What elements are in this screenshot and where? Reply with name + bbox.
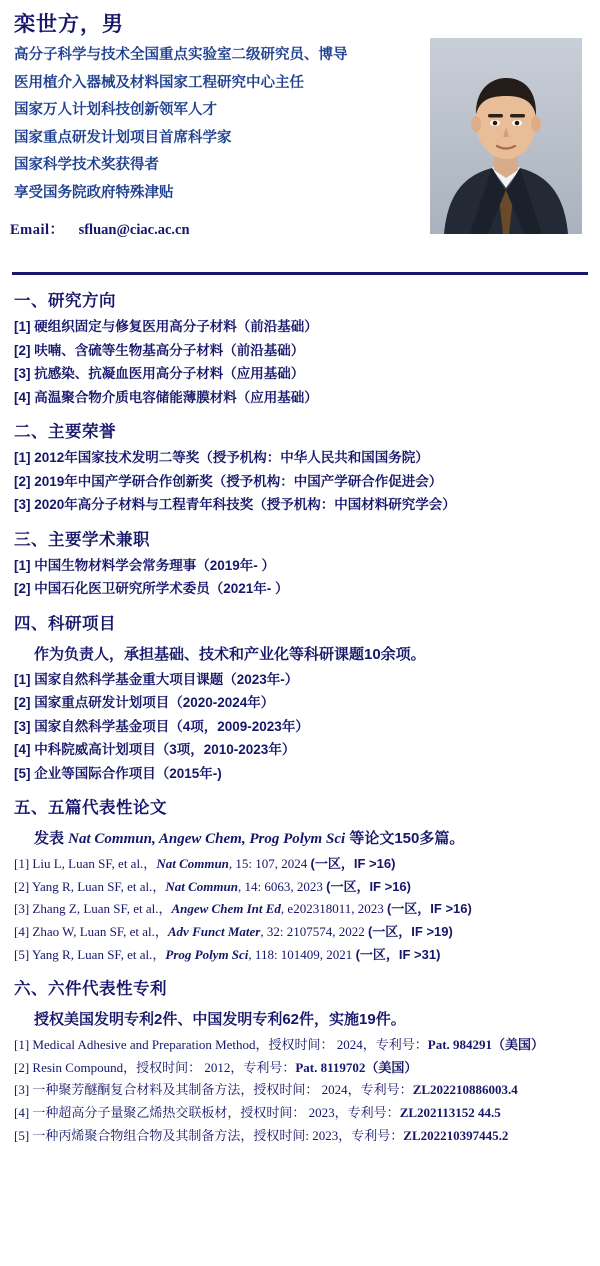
patent-name: Resin Compound，授权时间： 2012，专利号： [32,1059,296,1075]
patent-number: ZL202210886003.4 [412,1082,518,1098]
paper-details: , e202318011, 2023 [280,901,387,917]
patent-index: [3] [14,1082,30,1098]
papers-note-prefix: 发表 [34,830,69,847]
list-item: [4] 高温聚合物介质电容储能薄膜材料（应用基础） [14,389,318,405]
title-line: 享受国务院政府特殊津贴 [14,184,174,201]
list-item: [1] 中国生物材料学会常务理事（2019年- ） [14,557,276,573]
list-item: [5] 企业等国际合作项目（2015年-) [14,765,222,781]
paper-journal: Nat Commun [165,878,238,894]
paper-index: [2] [14,878,30,894]
list-item: [4] 中科院威高计划项目（3项，2010-2023年） [14,742,296,757]
paper-journal: Adv Funct Mater [167,923,261,939]
patent-entry [12,1061,590,1075]
title-line: 高分子科学与技术全国重点实验室二级研究员、博导 [14,47,348,63]
list-item: [2] 中国石化医卫研究所学术委员（2021年- ） [14,581,289,596]
paper-details: , 14: 6063, 2023 [237,878,327,894]
paper-zone: (一区，IF >31) [355,946,441,962]
paper-details: , 15: 107, 2024 [228,856,311,871]
paper-entry [12,857,590,871]
section-note [34,827,590,848]
email-label: Email： [10,222,65,238]
paper-zone: (一区，IF >16) [310,856,396,871]
paper-entry [12,880,590,894]
patent-index: [1] [14,1037,30,1053]
patent-index: [4] [14,1105,30,1121]
list-item: [1] 国家自然科学基金重大项目课题（2023年-） [14,671,299,687]
list-item: [3] 2020年高分子材料与工程青年科技奖（授予机构：中国材料研究学会） [14,497,456,512]
section-title: 三、主要学术兼职 [14,530,150,549]
title-line: 国家万人计划科技创新领军人才 [14,102,217,118]
paper-journal: Nat Commun [156,856,229,871]
paper-zone: (一区，IF >19) [367,923,453,939]
section-title: 一、研究方向 [14,292,116,310]
patent-name: 一种丙烯聚合物组合物及其制备方法，授权时间: 2023，专利号： [32,1127,404,1143]
paper-entry [12,925,590,939]
list-item: [1] 2012年国家技术发明二等奖（授予机构：中华人民共和国国务院） [14,450,429,465]
papers-note-journals: Nat Commun, Angew Chem, Prog Polym Sci [68,831,346,847]
patent-index: [2] [14,1059,30,1075]
paper-authors: Yang R, Luan SF, et al.， [31,946,166,962]
paper-zone: (一区，IF >16) [386,901,472,917]
section-title: 五、五篇代表性论文 [14,799,167,817]
paper-entry [12,948,590,962]
list-item: [1] 硬组织固定与修复医用高分子材料（前沿基础） [14,319,318,334]
patent-entry [12,1038,590,1052]
list-item: [2] 国家重点研发计划项目（2020-2024年） [14,695,275,710]
section-projects [10,610,590,781]
patent-name: 一种超高分子量聚乙烯热交联板材，授权时间： 2023，专利号： [32,1105,400,1121]
paper-authors: Liu L, Luan SF, et al.， [32,856,157,871]
patent-entry [12,1083,590,1097]
paper-journal: Prog Polym Sci [165,946,249,962]
patent-number: ZL202210397445.2 [403,1127,509,1143]
title-line: 国家科学技术奖获得者 [14,157,159,173]
paper-index: [3] [14,901,30,917]
title-line: 国家重点研发计划项目首席科学家 [14,129,232,146]
header-divider [12,272,588,275]
patent-index: [5] [14,1127,30,1143]
paper-entry [12,902,590,916]
patent-number: ZL202113152 44.5 [399,1105,501,1121]
paper-authors: Zhang Z, Luan SF, et al.， [32,901,172,917]
email-address[interactable]: sfluan@ciac.ac.cn [78,222,190,238]
section-note: 作为负责人，承担基础、技术和产业化等科研课题10余项。 [34,645,426,663]
papers-note-suffix: 等论文150多篇。 [345,830,465,847]
section-title: 六、六件代表性专利 [14,980,167,999]
patent-number: Pat. 8119702（美国） [295,1059,418,1075]
section-honors [10,418,590,512]
list-item: [2] 2019年中国产学研合作创新奖（授予机构：中国产学研合作促进会） [14,473,443,489]
paper-index: [5] [14,946,30,962]
profile-header [10,8,590,258]
patent-entry [12,1106,590,1120]
section-title: 四、科研项目 [14,614,116,633]
patent-name: Medical Adhesive and Preparation Method，授权时间： 2024，专利号： [32,1037,428,1053]
list-item: [3] 国家自然科学基金项目（4项，2009-2023年） [14,718,309,734]
paper-authors: Yang R, Luan SF, et al.， [31,878,166,894]
paper-details: , 32: 2107574, 2022 [260,923,368,939]
portrait-photo [430,38,582,234]
paper-index: [1] [14,856,30,871]
list-item: [2] 呋喃、含硫等生物基高分子材料（前沿基础） [14,342,305,358]
paper-details: , 118: 101409, 2021 [248,946,356,962]
patent-entry [12,1129,590,1143]
paper-zone: (一区，IF >16) [326,878,411,894]
section-academic-positions [10,526,590,596]
section-patents [10,975,590,1142]
section-note: 授权美国发明专利2件、中国发明专利62件，实施19件。 [34,1011,406,1029]
patent-name: 一种聚芳醚酮复合材料及其制备方法，授权时间： 2024，专利号： [32,1082,413,1098]
section-title: 二、主要荣誉 [14,423,116,441]
section-research-directions [10,287,590,404]
title-line: 医用植介入器械及材料国家工程研究中心主任 [14,74,304,91]
list-item: [3] 抗感染、抗凝血医用高分子材料（应用基础） [14,366,305,381]
paper-index: [4] [14,923,30,939]
paper-authors: Zhao W, Luan SF, et al.， [32,923,168,939]
person-name: 栾世方，男 [14,13,124,36]
section-papers [10,794,590,961]
patent-number: Pat. 984291（美国） [427,1037,545,1053]
paper-journal: Angew Chem Int Ed [171,901,281,917]
